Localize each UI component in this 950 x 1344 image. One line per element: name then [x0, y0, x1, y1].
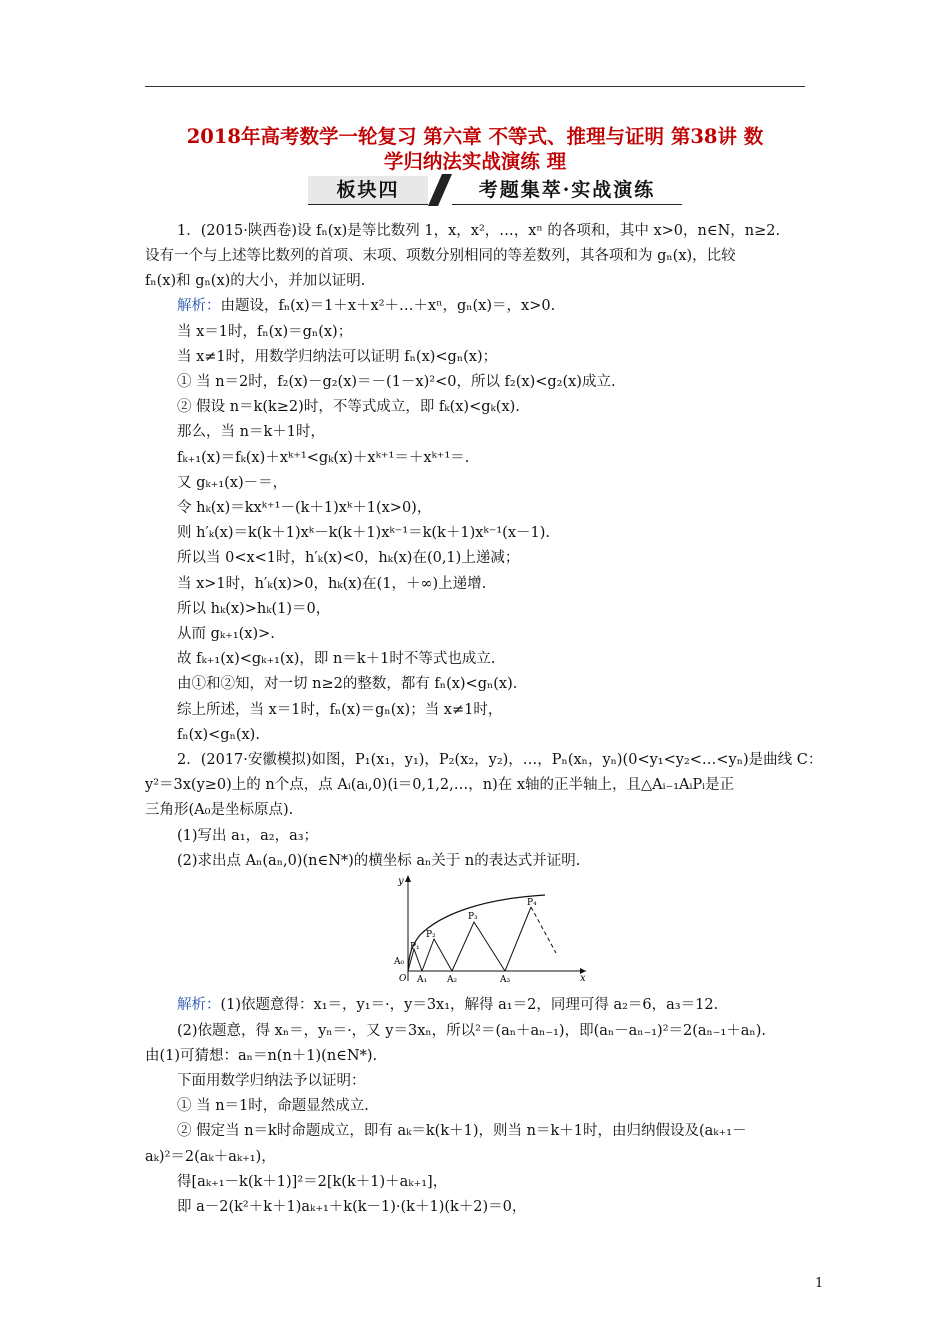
- curve-triangle-figure: [390, 873, 590, 983]
- y-axis-arrow-icon: [405, 875, 411, 882]
- banner-right: 考题集萃·实战演练: [452, 176, 682, 205]
- solution-1-line-13: 所以 hₖ(x)>hₖ(1)＝0，: [177, 601, 331, 617]
- label-p4: P₄: [527, 898, 537, 908]
- solution-2-line-9: 即 a－2(k²＋k＋1)aₖ₊₁＋k(k－1)·(k＋1)(k＋2)＝0，: [177, 1199, 527, 1215]
- problem-2-part-1: (1)写出 a₁，a₂，a₃；: [177, 828, 319, 844]
- solution-label: 解析：: [177, 997, 221, 1013]
- triangle-3: [452, 922, 505, 971]
- document-title-line-1: 2018年高考数学一轮复习 第六章 不等式、推理与证明 第38讲 数: [186, 125, 764, 148]
- x-axis-label: x: [580, 973, 586, 983]
- solution-1-line-7: fₖ₊₁(x)＝fₖ(x)＋xᵏ⁺¹<gₖ(x)＋xᵏ⁺¹＝＋xᵏ⁺¹＝.: [177, 450, 470, 466]
- triangle-2: [422, 939, 452, 971]
- solution-1-line-15: 故 fₖ₊₁(x)<gₖ₊₁(x)，即 n＝k＋1时不等式也成立.: [177, 651, 496, 667]
- solution-2-line-3: 由(1)可猜想：aₙ＝n(n＋1)(n∈N*).: [145, 1048, 378, 1064]
- triangle-4-dashed-edge: [531, 907, 556, 953]
- solution-1-line-3: 当 x≠1时，用数学归纳法可以证明 fₙ(x)<gₙ(x)；: [177, 349, 498, 365]
- document-title-line-2: 学归纳法实战演练 理: [383, 150, 567, 173]
- problem-1-line-2: 设有一个与上述等比数列的首项、末项、项数分别相同的等差数列，其各项和为 gₙ(x)，比较: [145, 248, 736, 264]
- solution-1-line-10: 则 h′ₖ(x)＝k(k＋1)xᵏ－k(k＋1)xᵏ⁻¹＝k(k＋1)xᵏ⁻¹(x－1).: [177, 525, 551, 541]
- label-origin: O: [399, 974, 407, 983]
- solution-2-line-4: 下面用数学归纳法予以证明：: [177, 1073, 366, 1089]
- banner-left: 板块四: [308, 176, 428, 205]
- solution-1-line-2: 当 x＝1时，fₙ(x)＝gₙ(x)；: [177, 324, 353, 340]
- label-p1: P₁: [410, 942, 420, 952]
- solution-2-line-2: (2)依题意，得 xₙ＝，yₙ＝·，又 y＝3xₙ，所以²＝(aₙ＋aₙ₋₁)，即(aₙ－aₙ₋₁)²＝2(aₙ₋₁＋aₙ).: [177, 1023, 766, 1039]
- label-a0: A₀: [394, 957, 405, 967]
- solution-1-line-5: ② 假设 n＝k(k≥2)时，不等式成立，即 fₖ(x)<gₖ(x).: [177, 399, 520, 415]
- label-a3: A₃: [500, 975, 511, 983]
- solution-1-line-18: fₙ(x)<gₙ(x).: [177, 727, 260, 743]
- problem-1-line-3: fₙ(x)和 gₙ(x)的大小，并加以证明.: [145, 273, 366, 289]
- solution-2-line-6: ② 假定当 n＝k时命题成立，即有 aₖ＝k(k＋1)，则当 n＝k＋1时，由归纳假设及(aₖ₊₁－: [177, 1123, 747, 1139]
- solution-1-line-4: ① 当 n＝2时，f₂(x)－g₂(x)＝－(1－x)²<0，所以 f₂(x)<g₂(x)成立.: [177, 374, 616, 390]
- solution-2-line-8: 得[aₖ₊₁－k(k＋1)]²＝2[k(k＋1)＋aₖ₊₁]，: [177, 1174, 448, 1190]
- solution-label: 解析：: [177, 298, 221, 314]
- problem-2-line-2: y²＝3x(y≥0)上的 n个点，点 Aᵢ(aᵢ,0)(i＝0,1,2,…，n)在 x轴的正半轴上，且△Aᵢ₋₁AᵢPᵢ是正: [145, 777, 735, 793]
- solution-1-line-16: 由①和②知，对一切 n≥2的整数，都有 fₙ(x)<gₙ(x).: [177, 676, 518, 692]
- banner-slash-icon: [428, 174, 452, 206]
- solution-1-line-8: 又 gₖ₊₁(x)－＝，: [177, 475, 288, 491]
- solution-1-line-12: 当 x>1时，h′ₖ(x)>0，hₖ(x)在(1，＋∞)上递增.: [177, 576, 487, 592]
- problem-2-line-3: 三角形(A₀是坐标原点).: [145, 802, 294, 818]
- label-a2: A₂: [447, 975, 458, 983]
- section-banner: [298, 176, 690, 206]
- problem-1-line-1: 1．(2015·陕西卷)设 fₙ(x)是等比数列 1，x，x²，…，xⁿ 的各项和，其中 x>0，n∈N，n≥2.: [177, 223, 781, 239]
- solution-1-line-9: 令 hₖ(x)＝kxᵏ⁺¹－(k＋1)xᵏ＋1(x>0)，: [177, 500, 432, 516]
- label-a1: A₁: [417, 975, 428, 983]
- y-axis-label: y: [398, 876, 404, 887]
- solution-1-line-1: 解析：由题设，fₙ(x)＝1＋x＋x²＋…＋xⁿ，gₙ(x)＝，x>0.: [177, 298, 556, 314]
- problem-2-part-2: (2)求出点 Aₙ(aₙ,0)(n∈N*)的横坐标 aₙ关于 n的表达式并证明.: [177, 853, 581, 869]
- page-number: 1: [815, 1276, 824, 1291]
- solution-1-line-14: 从而 gₖ₊₁(x)>.: [177, 626, 275, 642]
- solution-2-line-7: aₖ)²＝2(aₖ＋aₖ₊₁)，: [145, 1149, 276, 1165]
- solution-1-line-17: 综上所述，当 x＝1时，fₙ(x)＝gₙ(x)；当 x≠1时，: [177, 702, 503, 718]
- solution-2-line-1: 解析：(1)依题意得：x₁＝，y₁＝·，y＝3x₁，解得 a₁＝2，同理可得 a₂＝6，a₃＝12.: [177, 997, 719, 1013]
- label-p3: P₃: [468, 912, 478, 922]
- triangle-4: [505, 907, 531, 971]
- label-p2: P₂: [426, 930, 436, 940]
- solution-1-line-6: 那么，当 n＝k＋1时，: [177, 424, 325, 440]
- solution-1-line-11: 所以当 0<x<1时，h′ₖ(x)<0，hₖ(x)在(0,1)上递减；: [177, 550, 520, 566]
- header-rule: [145, 86, 805, 87]
- solution-2-line-5: ① 当 n＝1时，命题显然成立.: [177, 1098, 369, 1114]
- problem-2-line-1: 2．(2017·安徽模拟)如图，P₁(x₁，y₁)，P₂(x₂，y₂)，…，Pₙ(xₙ，yₙ)(0<y₁<y₂<…<yₙ)是曲线 C：: [177, 752, 823, 768]
